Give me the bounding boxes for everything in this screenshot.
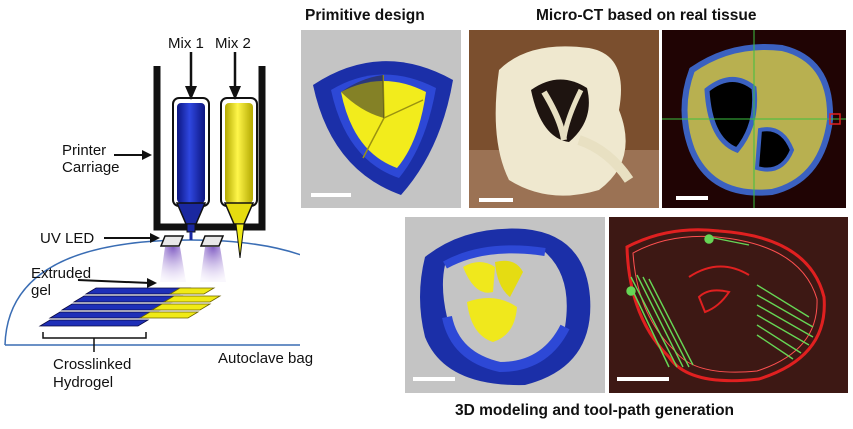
crosslinked-hydrogel-label: Crosslinked Hydrogel [53, 356, 132, 391]
uv-beam-1 [160, 247, 186, 282]
mix1-label: Mix 1 [168, 35, 204, 52]
uv-led-label: UV LED [40, 230, 95, 247]
printer-carriage-arrow [114, 150, 152, 160]
mix1-arrow [185, 52, 197, 100]
primitive-design-title: Primitive design [305, 7, 425, 24]
hydrogel-bracket [43, 332, 146, 338]
yellow-syringe [221, 98, 257, 258]
micro-ct-title: Micro-CT based on real tissue [536, 7, 757, 24]
printer-carriage-label: Printer Carriage [62, 142, 120, 176]
mix2-label: Mix 2 [215, 35, 251, 52]
tool-path-image [609, 217, 848, 393]
blue-syringe [173, 98, 209, 232]
scale-bar [676, 196, 708, 200]
scale-bar [479, 198, 513, 202]
scale-bar [617, 377, 669, 381]
3d-model-image [405, 217, 605, 393]
real-tissue-photo [469, 30, 659, 208]
mix2-arrow [229, 52, 241, 100]
uv-led-arrow [104, 233, 160, 243]
primitive-design-image [301, 30, 461, 208]
scale-bar [311, 193, 351, 197]
extruded-gel-label: Extruded gel [31, 265, 92, 299]
uv-led-2 [201, 236, 223, 246]
scale-bar [413, 377, 455, 381]
uv-led-1 [161, 236, 183, 246]
uv-beam-2 [200, 247, 226, 282]
modeling-title: 3D modeling and tool-path generation [455, 402, 734, 419]
micro-ct-scan [662, 30, 846, 208]
autoclave-bag-label: Autoclave bag [218, 350, 314, 367]
